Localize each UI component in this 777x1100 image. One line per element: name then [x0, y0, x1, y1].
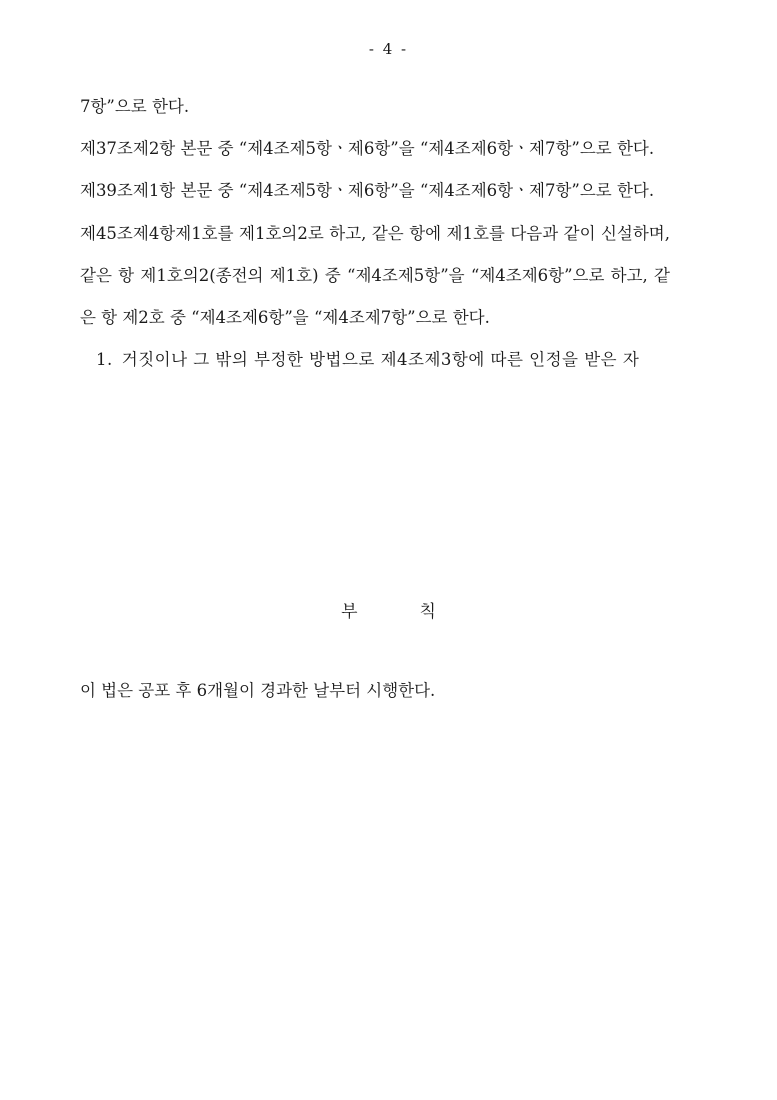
list-item: [80, 339, 670, 381]
paragraph-article-37: 제37조제2항 본문 중 “제4조제5항ㆍ제6항”을 “제4조제6항ㆍ제7항”으로 한다.: [80, 139, 655, 159]
addendum-title: [0, 597, 777, 622]
list-item-text: 거짓이나 그 밖의 부정한 방법으로 제4조제3항에 따른 인정을 받은 자: [121, 350, 640, 370]
paragraph-article-45: 제45조제4항제1호를 제1호의2로 하고, 같은 항에 제1호를 다음과 같이 신설하며, 같은 항 제1호의2(종전의 제1호) 중 “제4조제5항”을 “제4조제6항”으로 하고, 같은 항 제2호 중 “제4조제6항”을 “제4조제7항”으로 한다.: [80, 223, 670, 328]
list-item-number: 1.: [96, 350, 113, 370]
addendum-title-char-2: 칙: [419, 602, 436, 622]
addendum-text: 이 법은 공포 후 6개월이 경과한 날부터 시행한다.: [80, 681, 436, 700]
paragraph-continuation: 7항”으로 한다.: [80, 97, 190, 116]
page-number: - 4 -: [368, 40, 409, 58]
paragraph-article-39: 제39조제1항 본문 중 “제4조제5항ㆍ제6항”을 “제4조제6항ㆍ제7항”으로 한다.: [80, 181, 655, 201]
amendment-body: [80, 86, 670, 381]
addendum-title-char-1: 부: [341, 602, 358, 622]
